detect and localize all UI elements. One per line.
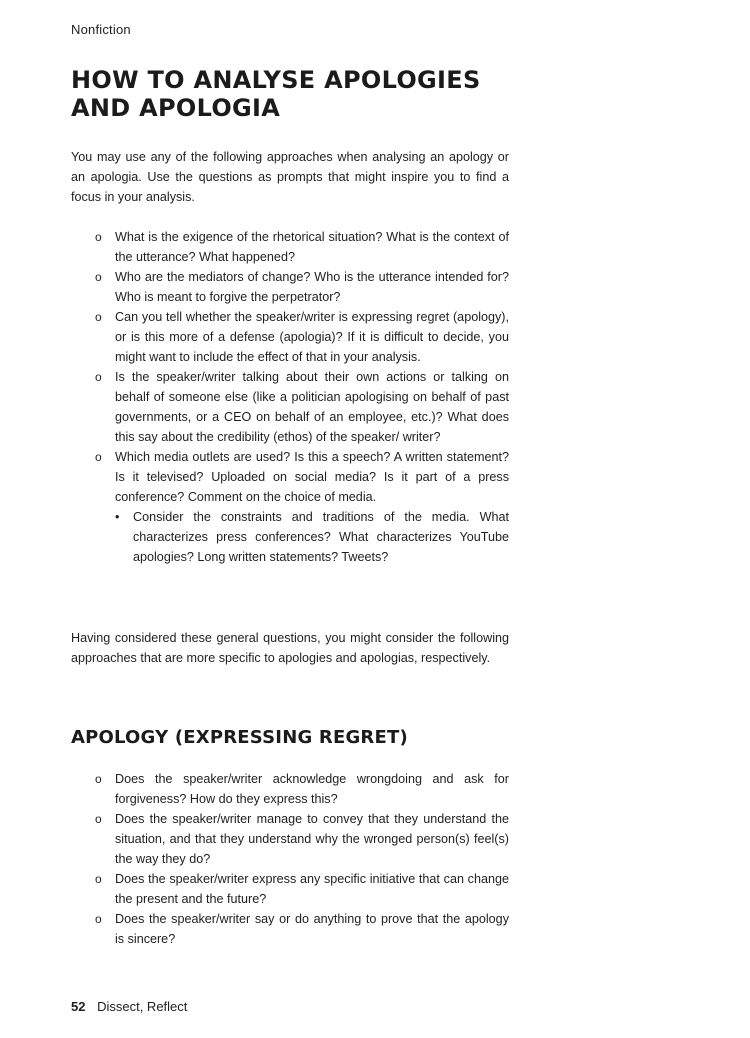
circle-bullet-icon: o	[95, 230, 102, 244]
intro-paragraph: You may use any of the following approaches when analysing an apology or an apologia. Use the questions as prompts that might inspire you to find a focus in your analysis.	[71, 150, 509, 204]
list-item-text: Can you tell whether the speaker/writer is expressing regret (apology), or is this more of a defense (apologia)? If it is difficult to decide, you might want to include the effect of that in your analysis.	[115, 310, 509, 364]
circle-bullet-icon: o	[95, 310, 102, 324]
list-item	[71, 447, 509, 567]
list-item	[71, 227, 509, 267]
circle-bullet-icon: o	[95, 912, 102, 926]
sub-list-item	[115, 507, 509, 567]
circle-bullet-icon: o	[95, 772, 102, 786]
page-number: 52	[71, 999, 86, 1014]
list-item	[71, 909, 509, 949]
list-item	[71, 869, 509, 909]
sub-list-item-text: Consider the constraints and traditions of the media. What characterizes press conferences? What characterizes YouTube apologies? Long written statements? Tweets?	[133, 510, 509, 564]
bullet-icon: •	[115, 510, 120, 524]
list-item-text: Does the speaker/writer manage to convey that they understand the situation, and that they understand why the wronged person(s) feel(s) the way they do?	[115, 812, 509, 866]
circle-bullet-icon: o	[95, 872, 102, 886]
circle-bullet-icon: o	[95, 270, 102, 284]
list-item	[71, 267, 509, 307]
list-item	[71, 307, 509, 367]
book-title: Dissect, Reflect	[97, 999, 188, 1014]
transition-paragraph: Having considered these general questions, you might consider the following approaches that are more specific to apologies and apologias, respectively.	[71, 631, 509, 665]
list-item-text: Is the speaker/writer talking about their own actions or talking on behalf of someone else (like a politician apologising on behalf of past governments, or a CEO on behalf of an employee, etc.)? What does this say about the credibility (ethos) of the speaker/ writer?	[115, 370, 509, 444]
section-label: Nonfiction	[71, 22, 131, 37]
list-item-text: Who are the mediators of change? Who is the utterance intended for? Who is meant to forgive the perpetrator?	[115, 270, 509, 304]
circle-bullet-icon: o	[95, 450, 102, 464]
list-item	[71, 769, 509, 809]
apology-questions	[71, 769, 509, 949]
list-item-text: Does the speaker/writer acknowledge wrongdoing and ask for forgiveness? How do they express this?	[115, 772, 509, 806]
transition-block	[71, 628, 509, 668]
list-item-text: Which media outlets are used? Is this a speech? A written statement? Is it televised? Uploaded on social media? Is it part of a press conference? Comment on the choice of media.	[115, 450, 509, 504]
list-item	[71, 367, 509, 447]
list-item-text: What is the exigence of the rhetorical situation? What is the context of the utterance? What happened?	[115, 230, 509, 264]
general-questions	[71, 227, 509, 567]
list-item-text: Does the speaker/writer express any specific initiative that can change the present and the future?	[115, 872, 509, 906]
circle-bullet-icon: o	[95, 370, 102, 384]
intro-block	[71, 147, 509, 207]
list-item	[71, 809, 509, 869]
circle-bullet-icon: o	[95, 812, 102, 826]
media-sublist	[115, 507, 509, 567]
list-item-text: Does the speaker/writer say or do anything to prove that the apology is sincere?	[115, 912, 509, 946]
page-footer	[71, 999, 187, 1014]
page-title: HOW TO ANALYSE APOLOGIES AND APOLOGIA	[71, 66, 481, 122]
apology-heading: APOLOGY (EXPRESSING REGRET)	[71, 727, 408, 748]
